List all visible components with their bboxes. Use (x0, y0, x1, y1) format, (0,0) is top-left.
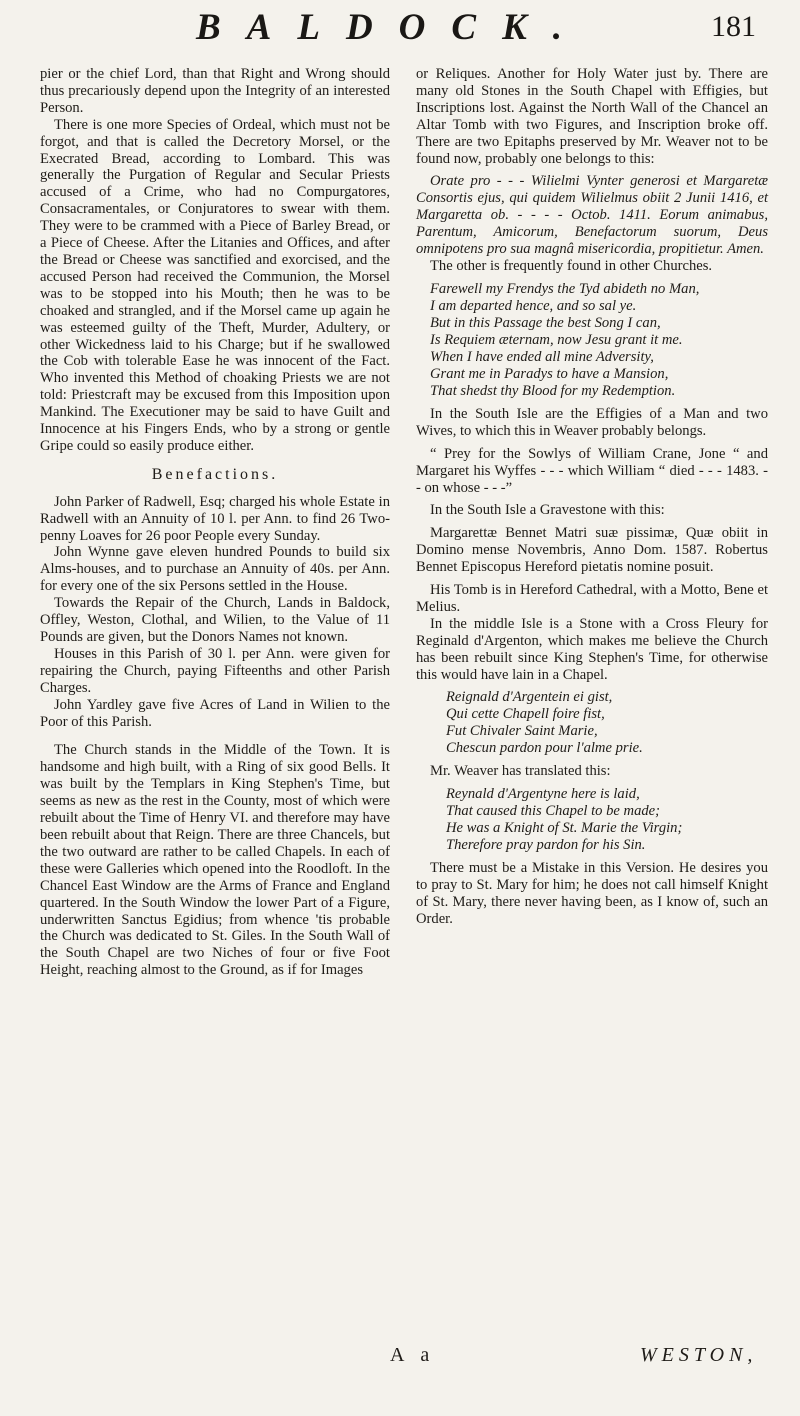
running-title: BALDOCK. (196, 7, 589, 48)
paragraph: pier or the chief Lord, than that Right and Wrong should thus precariously depend upon the Integrity of an interested Person. (40, 66, 390, 116)
page-footer (0, 1344, 800, 1384)
verse-line: Qui cette Chapell foire fist, (446, 706, 605, 723)
paragraph: His Tomb is in Hereford Cathedral, with a Motto, Bene et Melius. (416, 582, 768, 615)
paragraph: The Church stands in the Middle of the Town. It is handsome and high built, with a Ring of six good Bells. It was built by the Templars in King Stephen's Time, but seems as new as the rest in the County, most of which were rebuilt about the Time of Henry VI. and therefore may have been rebuilt about that Reign. There are three Chancels, but the two outward are rather to be called Chapels. In each of these were Galleries which opened into the Roodloft. In the Chancel East Window are the Arms of France and England quartered. In the South Window the lower Part of a Figure, underwritten Sanctus Egidius; from whence 'tis probable the Church was dedicated to St. Giles. In the South Wall of the South Chapel are two Niches of four or five Foot Height, reaching almost to the Ground, as if for Images (40, 742, 390, 979)
paragraph: There must be a Mistake in this Version. He desires you to pray to St. Mary for him; he does not call himself Knight of St. Mary, there never having been, as I know of, such an Order. (416, 860, 768, 928)
left-column (40, 66, 390, 979)
catchword: WESTON, (640, 1344, 758, 1366)
gravestone-inscription: Margarettæ Bennet Matri suæ pissimæ, Quæ obiit in Domino mense Novembris, Anno Dom. 1587. Robertus Bennet Episcopus Hereford pietatis nomine posuit. (416, 525, 768, 576)
paragraph: or Reliques. Another for Holy Water just by. There are many old Stones in the South Chapel with Effigies, but Inscriptions lost. Against the North Wall of the Chancel an Altar Tomb with two Figures, and Inscription broke off. There are two Epitaphs preserved by Mr. Weaver not to be found now, probably one belongs to this: (416, 66, 768, 167)
translation-verse (416, 786, 768, 854)
page-number: 181 (711, 10, 756, 43)
section-heading: Benefactions. (151, 465, 279, 483)
verse-line: Chescun pardon pour l'alme prie. (446, 740, 643, 757)
verse-line: Fut Chivaler Saint Marie, (446, 723, 598, 740)
right-column (416, 66, 768, 928)
verse-line: Grant me in Paradys to have a Mansion, (430, 365, 669, 382)
verse-line: But in this Passage the best Song I can, (430, 314, 661, 331)
paragraph: In the middle Isle is a Stone with a Cross Fleury for Reginald d'Argenton, which makes me believe the Church has been rebuilt since King Stephen's Time, for otherwise this would have lain in a Chapel. (416, 615, 768, 683)
paragraph: In the South Isle are the Effigies of a Man and two Wives, to which this in Weaver probably belongs. (416, 405, 768, 439)
benefaction-entry: John Parker of Radwell, Esq; charged his whole Estate in Radwell with an Annuity of 10 l. per Ann. to find 26 Two-penny Loaves for 26 poor People every Sunday. (40, 493, 390, 544)
french-verse (416, 689, 768, 757)
benefaction-entry: John Wynne gave eleven hundred Pounds to build six Alms-houses, and to purchase an Annuity of 40s. per Ann. for every one of the six Persons settled in the House. (40, 544, 390, 595)
verse-line: Reynald d'Argentyne here is laid, (446, 786, 640, 803)
epitaph-verse (416, 281, 768, 400)
verse-line: That shedst thy Blood for my Redemption. (430, 382, 676, 399)
benefaction-entry: Houses in this Parish of 30 l. per Ann. were given for repairing the Church, paying Fifteenths and other Parish Charges. (40, 645, 390, 696)
signature-mark: A a (390, 1344, 436, 1366)
paragraph: In the South Isle a Gravestone with this: (430, 502, 665, 519)
verse-line: Farewell my Frendys the Tyd abideth no Man, (430, 280, 700, 297)
verse-line: He was a Knight of St. Marie the Virgin; (446, 820, 683, 837)
epitaph-latin: Orate pro - - - Wilielmi Vynter generosi et Margaretæ Consortis ejus, qui quidem Wilielmus obiit 2 Junii 1416, et Margaretta ob. - - - - Octob. 1411. Eorum animabus, Parentum, Amicorum, Benefactorum suorum, Deus omnipotens pro sua magnâ misericordia, propitietur. Amen. (416, 173, 768, 258)
verse-line: Is Requiem æternam, now Jesu grant it me. (430, 331, 683, 348)
verse-line: I am departed hence, and so sal ye. (430, 297, 637, 314)
running-head (0, 0, 800, 64)
paragraph: Mr. Weaver has translated this: (430, 763, 611, 780)
verse-line: Reignald d'Argentein ei gist, (446, 689, 613, 706)
verse-line: Therefore pray pardon for his Sin. (446, 837, 646, 854)
benefaction-entry: Towards the Repair of the Church, Lands in Baldock, Offley, Weston, Clothal, and Wilien, to the Value of 11 Pounds are given, but the Donors Names not known. (40, 595, 390, 645)
benefaction-entry: John Yardley gave five Acres of Land in Wilien to the Poor of this Parish. (40, 696, 390, 730)
paragraph: There is one more Species of Ordeal, which must not be forgot, and that is called the Decretory Morsel, or the Execrated Bread, according to Lombard. This was generally the Purgation of Regular and Secular Priests accused of a Crime, who had no Compurgatores, Consacramentales, or Conjuratores to swear with them. They were to be crammed with a Piece of Barley Bread, or a Piece of Cheese. After the Litanies and Offices, and after the Bread or Cheese was sanctified and exorcised, and the accused Person had received the Communion, the Morsel was to be stopped into his Mouth; then he was to be choaked and strangled, and if the Morsel came up again he was esteemed guilty of the Theft, Murder, Adultery, or other Wickedness laid to his Charge; but if he swallowed the Cob with tolerable Ease he was innocent of the Fact. Who invented this Method of choaking Priests we are not told: Priestcraft may be excused from this Imposition upon Mankind. The Executioner may be said to have Guilt and Innocence at his Fingers Ends, who by a strong or gentle Gripe could so easily produce either. (40, 116, 390, 454)
verse-line: That caused this Chapel to be made; (446, 803, 661, 820)
paragraph: The other is frequently found in other Churches. (430, 257, 713, 274)
verse-line: When I have ended all mine Adversity, (430, 348, 654, 365)
quoted-inscription: “ Prey for the Sowlys of William Crane, Jone “ and Margaret his Wyffes - - - which William “ died - - - 1483. - - on whose - - -” (416, 445, 768, 496)
